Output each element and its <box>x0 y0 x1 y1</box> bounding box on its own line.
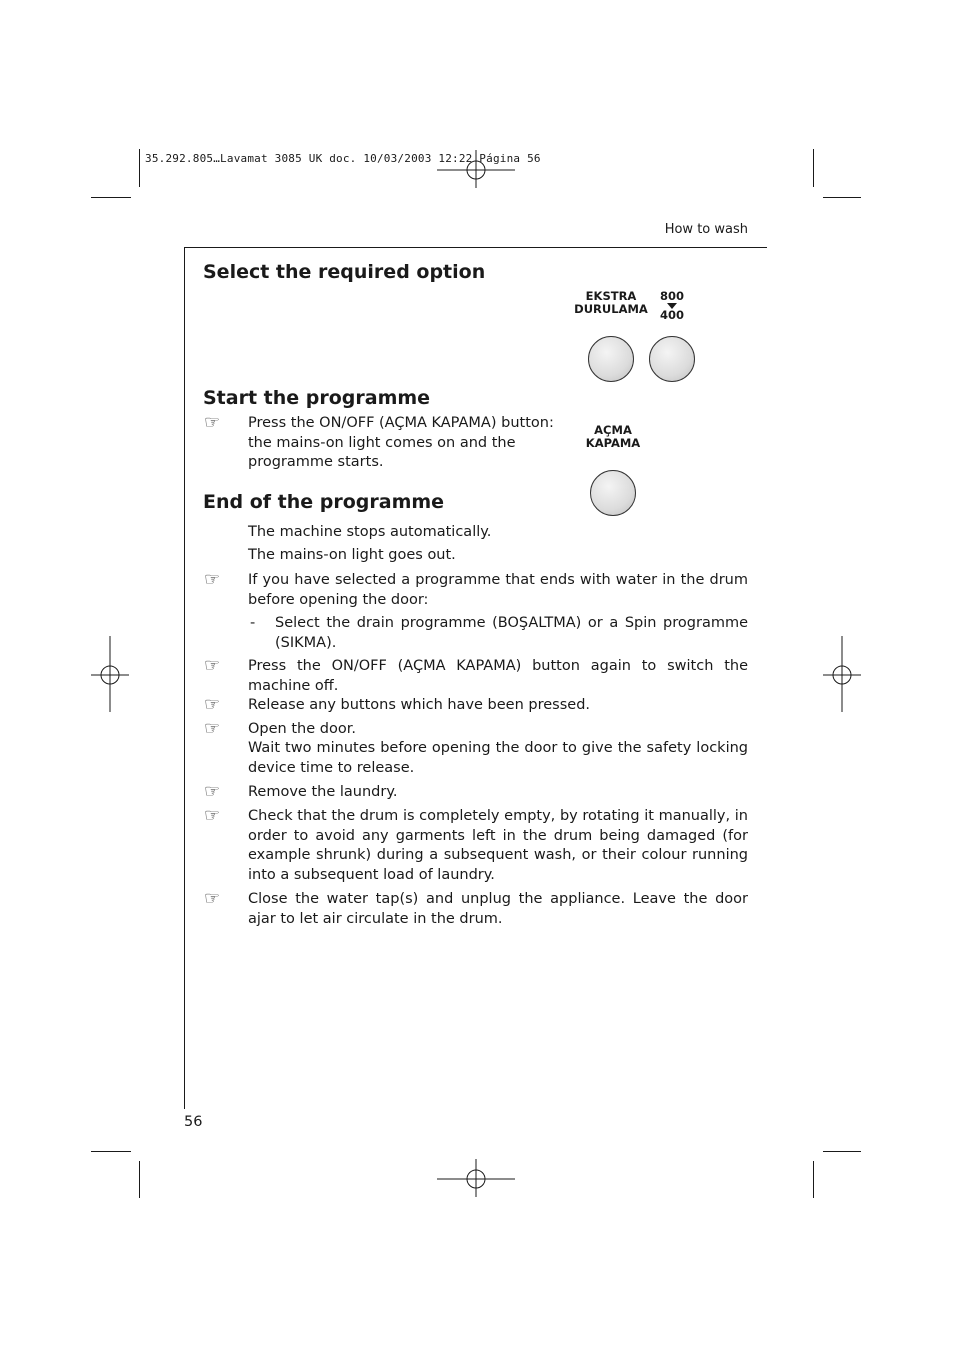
ekstra-label-line2: DURULAMA <box>574 302 648 316</box>
registration-mark-icon <box>823 636 863 714</box>
end-instruction: Remove the laundry. <box>248 784 398 800</box>
end-instruction: Press the ON/OFF (AÇMA KAPAMA) button again to switch the machine off. <box>248 658 748 694</box>
ekstra-durulama-button[interactable] <box>588 336 634 382</box>
pointing-hand-icon: ☞ <box>204 805 221 826</box>
on-off-button[interactable] <box>590 470 636 516</box>
section-heading-start: Start the programme <box>203 387 431 409</box>
spin-speed-button[interactable] <box>649 336 695 382</box>
end-sub-instruction: Select the drain programme (BOŞALTMA) or a Spin programme (SIKMA). <box>275 615 748 651</box>
end-instruction: If you have selected a programme that ends with water in the drum before opening the door: <box>248 572 748 608</box>
spin-label-bottom: 400 <box>659 308 684 322</box>
end-text-line: The mains-on light goes out. <box>248 547 456 563</box>
end-instruction-note: Wait two minutes before opening the door to give the safety locking device time to release. <box>248 740 748 776</box>
section-heading-select: Select the required option <box>203 261 486 283</box>
ekstra-label-line1: EKSTRA <box>585 289 637 303</box>
crop-mark <box>823 197 861 198</box>
header-rule <box>184 247 767 248</box>
end-text-line: The machine stops automatically. <box>248 524 492 540</box>
crop-mark <box>813 1161 814 1198</box>
spin-speed-label <box>652 290 692 322</box>
running-head: How to wash <box>664 222 748 237</box>
crop-mark <box>91 1151 131 1152</box>
pointing-hand-icon: ☞ <box>204 888 221 909</box>
left-frame-rule <box>184 247 185 1109</box>
end-instruction: Open the door. <box>248 721 356 737</box>
print-slug: 35.292.805…Lavamat 3085 UK doc. 10/03/2003 12:22 Página 56 <box>145 152 541 165</box>
pointing-hand-icon: ☞ <box>204 694 221 715</box>
pointing-hand-icon: ☞ <box>204 718 221 739</box>
power-label-line1: AÇMA <box>594 423 632 437</box>
crop-mark <box>91 197 131 198</box>
crop-mark <box>139 1161 140 1198</box>
pointing-hand-icon: ☞ <box>204 655 221 676</box>
acma-kapama-label <box>578 424 648 450</box>
sub-item-dash: - <box>250 615 256 631</box>
registration-mark-icon <box>91 636 131 714</box>
spin-label-top: 800 <box>659 289 684 303</box>
pointing-hand-icon: ☞ <box>204 781 221 802</box>
end-instruction: Check that the drum is completely empty, by rotating it manually, in order to avoid any garments left in the drum being damaged (for example shrunk) during a subsequent wash, or their colour running into a subsequent load of laundry. <box>248 808 748 883</box>
section-heading-end: End of the programme <box>203 491 445 513</box>
crop-mark <box>139 149 140 187</box>
end-instruction: Release any buttons which have been pressed. <box>248 697 591 713</box>
ekstra-durulama-label <box>572 290 650 316</box>
power-label-line2: KAPAMA <box>585 436 641 450</box>
page-number: 56 <box>184 1114 203 1130</box>
pointing-hand-icon: ☞ <box>204 412 221 433</box>
crop-mark <box>813 149 814 187</box>
registration-mark-icon <box>437 1159 517 1199</box>
crop-mark <box>823 1151 861 1152</box>
start-instruction: Press the ON/OFF (AÇMA KAPAMA) button: the mains-on light comes on and the programme starts. <box>248 415 554 470</box>
end-instruction: Close the water tap(s) and unplug the appliance. Leave the door ajar to let air circulate in the drum. <box>248 891 748 927</box>
pointing-hand-icon: ☞ <box>204 569 221 590</box>
